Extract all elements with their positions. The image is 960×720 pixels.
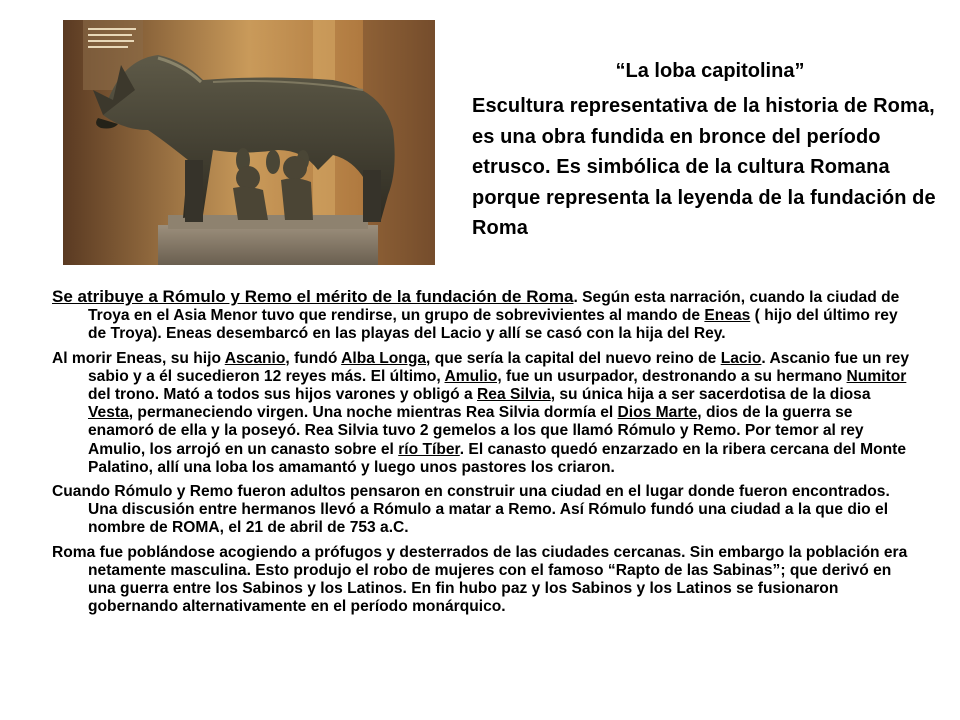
she-wolf-sculpture-photo [63, 20, 435, 265]
paragraph-2-text: , dios de la guerra se enamoró de ella y la poseyó. Rea Silvia tuvo 2 gemelos a los que llamó Rómulo y Remo. Por temor al rey Amulio, los arrojó en un canasto sobre el [88, 404, 864, 458]
link-lacio[interactable]: Lacio [720, 349, 762, 367]
paragraph-2-text: , su única hija a ser sacerdotisa de la diosa [550, 386, 871, 404]
paragraph-1-text-b: ( hijo del último rey de Troya). Eneas desembarcó en las playas del Lacio y allí se casó con la hija del Rey. [88, 307, 898, 343]
link-ascanio[interactable]: Ascanio [224, 349, 286, 367]
link-numitor[interactable]: Numitor [846, 367, 907, 385]
link-eneas[interactable]: Eneas [704, 307, 751, 325]
paragraph-2-text: . El canasto quedó enzarzado en la ribera cercana del Monte Palatino, allí una loba los amamantó y luego unos pastores los criaron. [88, 440, 907, 476]
paragraph-1-lead: Se atribuye a Rómulo y Remo el mérito de la fundación de Roma [52, 287, 574, 306]
paragraph-2-text: , permaneciendo virgen. Una noche mientras Rea Silvia dormía el [128, 404, 618, 422]
link-vesta[interactable]: Vesta [88, 404, 129, 422]
link-rio-tiber[interactable]: río Tíber [398, 440, 460, 458]
paragraph-3: Cuando Rómulo y Remo fueron adultos pensaron en construir una ciudad en el lugar donde fueron encontrados. Una discusión entre hermanos llevó a Rómulo a matar a Remo. Así Rómulo fundó una ciudad a la que dio el nombre de ROMA, el 21 de abril de 753 a.C. [52, 483, 890, 537]
artwork-caption: Escultura representativa de la historia de Roma, es una obra fundida en bronce del período etrusco. Es simbólica de la cultura Romana porque representa la leyenda de la fundación de Roma [472, 95, 936, 239]
link-rea-silvia[interactable]: Rea Silvia [477, 386, 551, 404]
paragraph-2-text: del trono. Mató a todos sus hijos varones y obligó a [88, 386, 478, 404]
link-alba-longa[interactable]: Alba Longa [341, 349, 427, 367]
paragraph-2-text: . Ascanio fue un rey sabio y a él sucedieron 12 reyes más. El último, [88, 349, 910, 385]
link-amulio[interactable]: Amulio, [444, 367, 502, 385]
paragraph-4: Roma fue poblándose acogiendo a prófugos y desterrados de las ciudades cercanas. Sin embargo la población era netamente masculina. Esto produjo el robo de mujeres con el famoso “Rapto de las Sabinas”; que derivó en una guerra entre los Sabinos y los Latinos. En fin hubo paz y los Sabinos y los Latinos se fusionaron gobernando alternativamente en el período monárquico. [52, 543, 908, 616]
paragraph-2-text: , que sería la capital del nuevo reino de [426, 349, 721, 367]
history-text [52, 288, 912, 622]
paragraph-2-text: fue un usurpador, destronando a su hermano [501, 367, 847, 385]
paragraph-1 [52, 288, 912, 344]
paragraph-1-text-a: . Según esta narración, cuando la ciudad de Troya en el Asia Menor tuvo que rendirse, un grupo de sobrevivientes al mando de [88, 289, 900, 325]
artwork-title: “La loba capitolina” [615, 60, 805, 82]
paragraph-2 [52, 350, 912, 477]
paragraph-2-text: Al morir Eneas, su hijo [52, 349, 225, 367]
link-dios-marte[interactable]: Dios Marte [617, 404, 698, 422]
paragraph-2-text: , fundó [285, 349, 342, 367]
